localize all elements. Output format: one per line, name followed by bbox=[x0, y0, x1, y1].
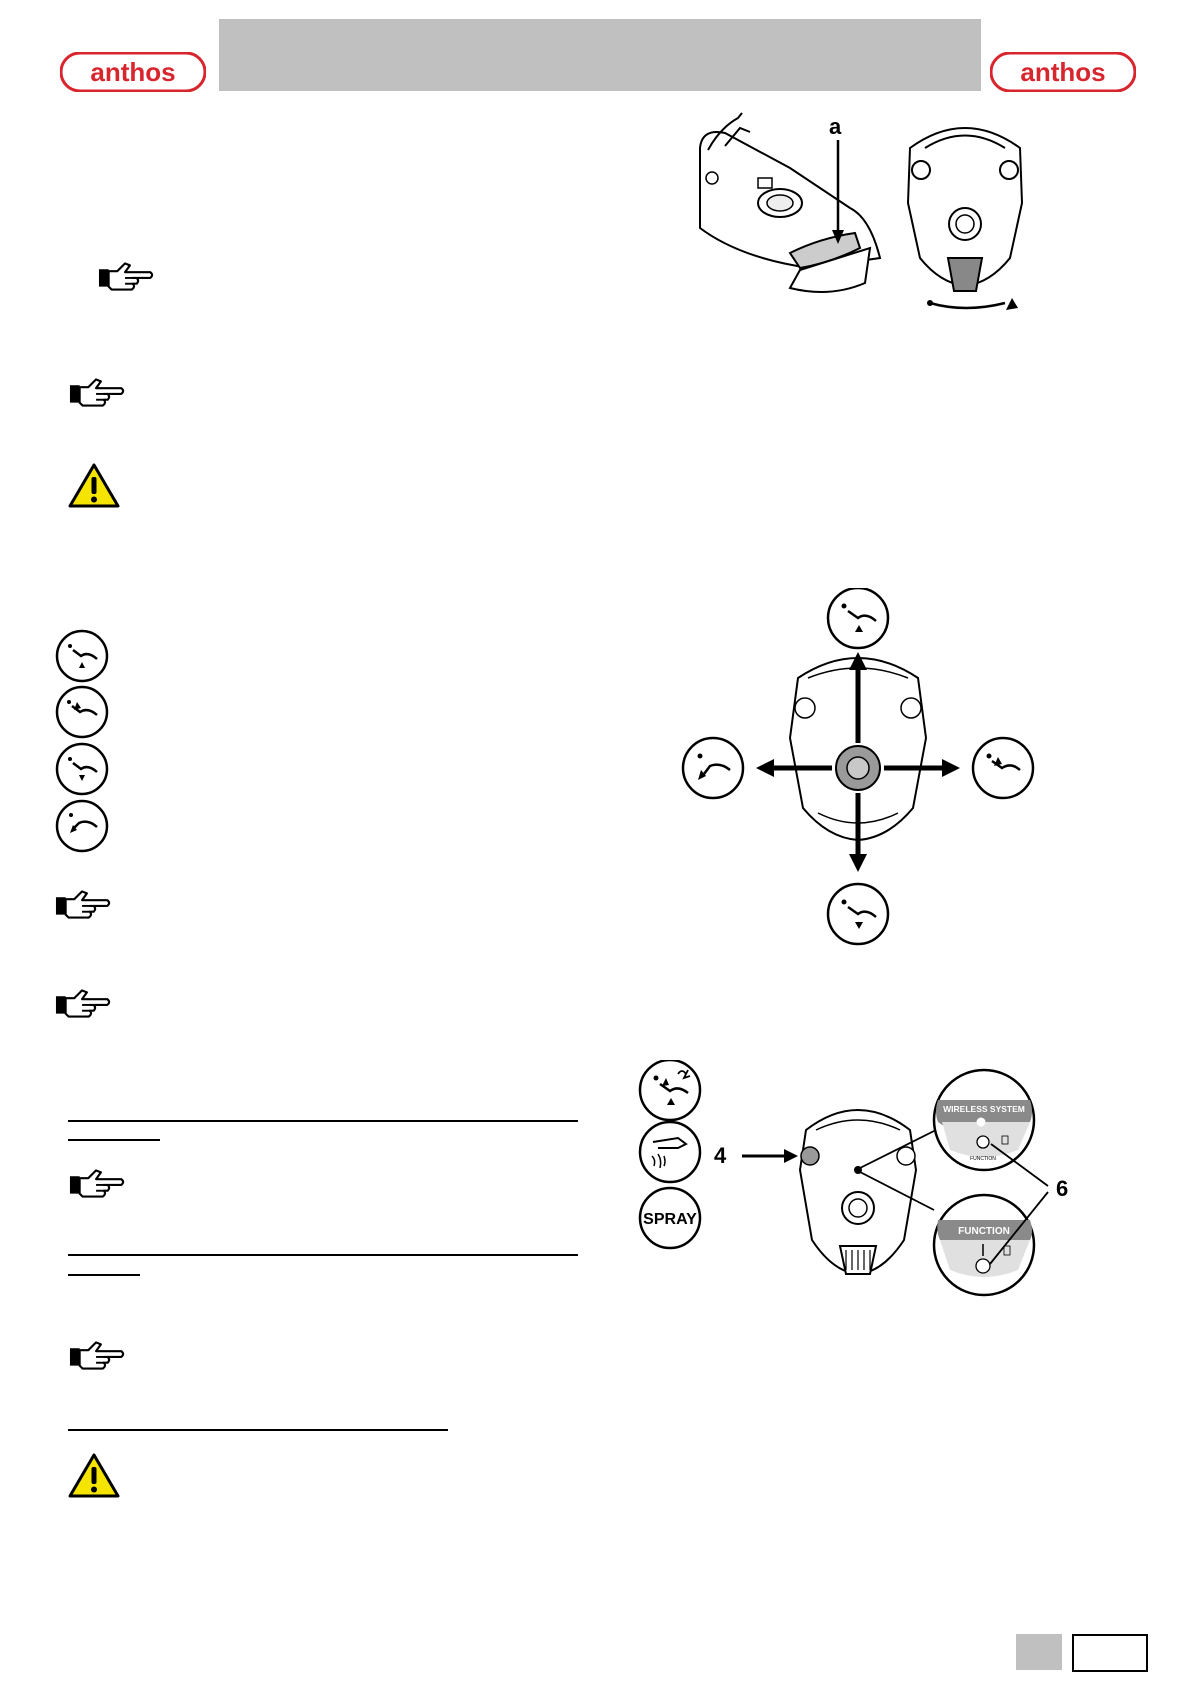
chair-backrest-up-icon bbox=[55, 799, 109, 853]
chair-backrest-down-icon bbox=[973, 738, 1033, 798]
spray-handpiece-icon bbox=[640, 1122, 700, 1182]
svg-text:FUNCTION: FUNCTION bbox=[958, 1226, 1010, 1237]
svg-text:a: a bbox=[829, 114, 842, 139]
page-number-box bbox=[1072, 1634, 1148, 1672]
pointing-hand-icon bbox=[69, 1166, 127, 1200]
warning-triangle-icon bbox=[68, 1452, 120, 1498]
pedal-function-buttons-figure bbox=[638, 1060, 1088, 1300]
section-rule-short bbox=[68, 1139, 160, 1141]
page-tab-grey bbox=[1016, 1634, 1062, 1670]
pointing-hand-icon bbox=[55, 887, 113, 921]
spray-button-icon bbox=[640, 1188, 700, 1248]
section-rule bbox=[68, 1120, 578, 1122]
svg-text:FUNCTION: FUNCTION bbox=[970, 1156, 996, 1162]
pointing-hand-icon bbox=[98, 259, 156, 293]
chair-down-icon bbox=[55, 742, 109, 796]
pointing-hand-icon bbox=[55, 986, 113, 1020]
pointing-hand-icon bbox=[69, 1338, 127, 1372]
section-rule bbox=[68, 1254, 578, 1256]
svg-text:anthos: anthos bbox=[90, 57, 176, 87]
chair-up-icon bbox=[55, 629, 109, 683]
svg-text:anthos: anthos bbox=[1020, 57, 1106, 87]
foot-control-lever-figure bbox=[680, 108, 1060, 320]
section-rule bbox=[68, 1429, 448, 1431]
pointing-hand-icon bbox=[69, 375, 127, 409]
section-rule-short bbox=[68, 1274, 140, 1276]
warning-triangle-icon bbox=[68, 462, 120, 508]
svg-text:6: 6 bbox=[1056, 1176, 1069, 1201]
svg-text:SPRAY: SPRAY bbox=[643, 1211, 697, 1228]
svg-text:4: 4 bbox=[714, 1143, 727, 1168]
anthos-logo-right bbox=[990, 52, 1136, 92]
chair-up-icon bbox=[828, 588, 888, 648]
joystick-direction-figure bbox=[668, 588, 1048, 948]
chair-backrest-up-icon bbox=[683, 738, 743, 798]
header-bar bbox=[219, 19, 981, 91]
chair-backrest-down-icon bbox=[55, 685, 109, 739]
svg-text:WIRELESS SYSTEM: WIRELESS SYSTEM bbox=[943, 1104, 1025, 1114]
anthos-logo-left bbox=[60, 52, 206, 92]
chair-down-icon bbox=[828, 884, 888, 944]
chair-up-plus-icon bbox=[640, 1060, 700, 1120]
